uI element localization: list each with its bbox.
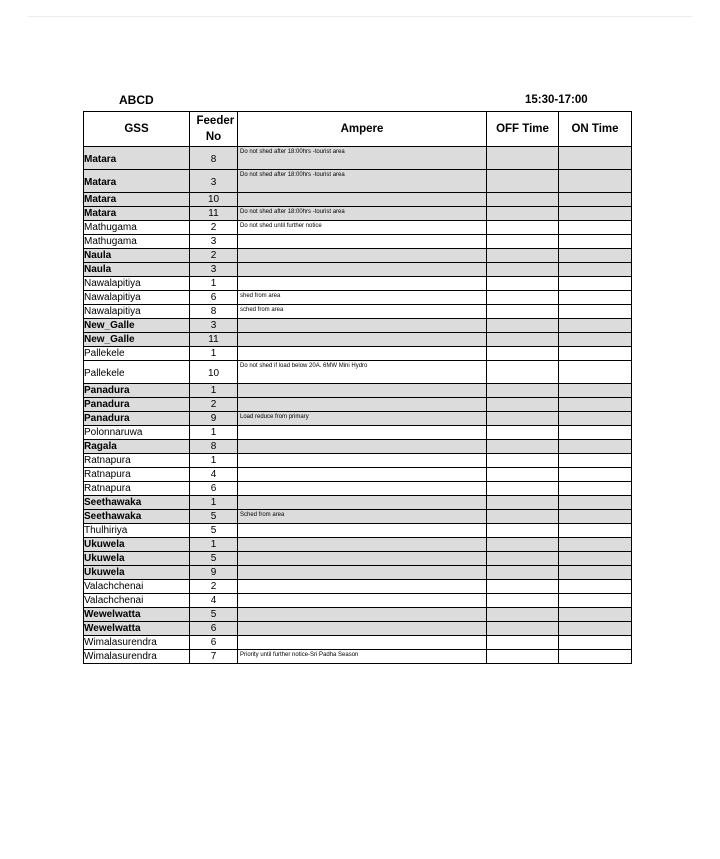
gss-cell: Matara	[84, 207, 190, 221]
table-row	[84, 454, 632, 468]
feeder-no-cell: 11	[190, 207, 238, 221]
gss-cell: Wewelwatta	[84, 622, 190, 636]
ampere-cell	[238, 594, 487, 608]
off-time-cell	[487, 510, 559, 524]
gss-cell: Wimalasurendra	[84, 650, 190, 664]
gss-cell: Pallekele	[84, 361, 190, 384]
on-time-cell	[559, 347, 632, 361]
gss-cell: Valachchenai	[84, 580, 190, 594]
header-on-time: ON Time	[559, 112, 632, 147]
off-time-cell	[487, 622, 559, 636]
gss-cell: Nawalapitiya	[84, 305, 190, 319]
table-row	[84, 552, 632, 566]
ampere-cell	[238, 384, 487, 398]
on-time-cell	[559, 263, 632, 277]
ampere-cell	[238, 496, 487, 510]
on-time-cell	[559, 426, 632, 440]
ampere-cell	[238, 482, 487, 496]
feeder-no-cell: 6	[190, 291, 238, 305]
off-time-cell	[487, 580, 559, 594]
off-time-cell	[487, 426, 559, 440]
feeder-no-cell: 6	[190, 482, 238, 496]
off-time-cell	[487, 566, 559, 580]
ampere-cell	[238, 524, 487, 538]
gss-cell: Mathugama	[84, 221, 190, 235]
ampere-cell	[238, 580, 487, 594]
table-row	[84, 170, 632, 193]
on-time-cell	[559, 170, 632, 193]
off-time-cell	[487, 608, 559, 622]
off-time-cell	[487, 482, 559, 496]
table-row	[84, 384, 632, 398]
gss-cell: Ratnapura	[84, 454, 190, 468]
table-row	[84, 482, 632, 496]
ampere-cell	[238, 412, 487, 426]
gss-cell: Seethawaka	[84, 510, 190, 524]
table-row	[84, 412, 632, 426]
ampere-note: Do not shed after 18:00hrs -tourist area	[240, 209, 345, 215]
feeder-no-cell: 1	[190, 384, 238, 398]
on-time-cell	[559, 249, 632, 263]
on-time-cell	[559, 440, 632, 454]
table-row	[84, 319, 632, 333]
on-time-cell	[559, 333, 632, 347]
feeder-no-cell: 1	[190, 426, 238, 440]
off-time-cell	[487, 412, 559, 426]
on-time-cell	[559, 305, 632, 319]
off-time-cell	[487, 636, 559, 650]
ampere-cell	[238, 347, 487, 361]
ampere-cell	[238, 361, 487, 384]
gss-cell: Matara	[84, 193, 190, 207]
off-time-cell	[487, 384, 559, 398]
gss-cell: Ratnapura	[84, 468, 190, 482]
feeder-no-cell: 1	[190, 347, 238, 361]
gss-cell: Nawalapitiya	[84, 277, 190, 291]
ampere-cell	[238, 636, 487, 650]
ampere-cell	[238, 319, 487, 333]
feeder-no-cell: 2	[190, 398, 238, 412]
feeder-no-cell: 7	[190, 650, 238, 664]
ampere-cell	[238, 426, 487, 440]
off-time-cell	[487, 277, 559, 291]
ampere-cell	[238, 622, 487, 636]
off-time-cell	[487, 468, 559, 482]
header-gss: GSS	[84, 112, 190, 147]
ampere-note: Load reduce from primary	[240, 414, 309, 420]
off-time-cell	[487, 552, 559, 566]
header-ampere: Ampere	[238, 112, 487, 147]
gss-cell: Valachchenai	[84, 594, 190, 608]
off-time-cell	[487, 249, 559, 263]
gss-cell: Pallekele	[84, 347, 190, 361]
ampere-cell	[238, 608, 487, 622]
table-row	[84, 333, 632, 347]
ampere-cell	[238, 277, 487, 291]
on-time-cell	[559, 482, 632, 496]
table-row	[84, 193, 632, 207]
feeder-no-cell: 3	[190, 263, 238, 277]
off-time-cell	[487, 333, 559, 347]
on-time-cell	[559, 221, 632, 235]
feeder-no-cell: 10	[190, 361, 238, 384]
off-time-cell	[487, 361, 559, 384]
gss-cell: Nawalapitiya	[84, 291, 190, 305]
load-shedding-table	[83, 111, 632, 664]
feeder-no-cell: 5	[190, 552, 238, 566]
on-time-cell	[559, 496, 632, 510]
ampere-cell	[238, 147, 487, 170]
gss-cell: Panadura	[84, 412, 190, 426]
ampere-cell	[238, 221, 487, 235]
feeder-no-cell: 3	[190, 170, 238, 193]
feeder-no-cell: 5	[190, 510, 238, 524]
feeder-no-cell: 1	[190, 454, 238, 468]
feeder-no-cell: 11	[190, 333, 238, 347]
off-time-cell	[487, 291, 559, 305]
ampere-note: Sched from area	[240, 512, 285, 518]
on-time-cell	[559, 552, 632, 566]
off-time-cell	[487, 650, 559, 664]
table-row	[84, 636, 632, 650]
ampere-cell	[238, 235, 487, 249]
feeder-no-cell: 8	[190, 305, 238, 319]
ampere-cell	[238, 249, 487, 263]
on-time-cell	[559, 361, 632, 384]
off-time-cell	[487, 594, 559, 608]
header-feeder-no	[190, 112, 238, 147]
on-time-cell	[559, 398, 632, 412]
ampere-cell	[238, 263, 487, 277]
ampere-cell	[238, 454, 487, 468]
gss-cell: Ukuwela	[84, 552, 190, 566]
feeder-no-cell: 1	[190, 538, 238, 552]
gss-cell: New_Galle	[84, 319, 190, 333]
off-time-cell	[487, 193, 559, 207]
ampere-cell	[238, 207, 487, 221]
off-time-cell	[487, 524, 559, 538]
on-time-cell	[559, 207, 632, 221]
table-header-row	[84, 112, 632, 147]
table-row	[84, 538, 632, 552]
feeder-no-cell: 2	[190, 221, 238, 235]
feeder-no-cell: 6	[190, 622, 238, 636]
header-off-time: OFF Time	[487, 112, 559, 147]
on-time-cell	[559, 454, 632, 468]
off-time-cell	[487, 347, 559, 361]
table-row	[84, 468, 632, 482]
off-time-cell	[487, 454, 559, 468]
feeder-no-cell: 1	[190, 277, 238, 291]
feeder-no-cell: 1	[190, 496, 238, 510]
on-time-cell	[559, 412, 632, 426]
ampere-cell	[238, 398, 487, 412]
table-row	[84, 305, 632, 319]
ampere-cell	[238, 170, 487, 193]
on-time-cell	[559, 277, 632, 291]
ampere-note: Do not shed until further notice	[240, 223, 322, 229]
on-time-cell	[559, 650, 632, 664]
on-time-cell	[559, 538, 632, 552]
ampere-cell	[238, 510, 487, 524]
table-row	[84, 608, 632, 622]
off-time-cell	[487, 147, 559, 170]
ampere-note: Do not shed after 18:00hrs -tourist area	[240, 172, 345, 178]
on-time-cell	[559, 524, 632, 538]
on-time-cell	[559, 510, 632, 524]
feeder-no-cell: 3	[190, 235, 238, 249]
table-row	[84, 622, 632, 636]
table-row	[84, 207, 632, 221]
feeder-no-cell: 10	[190, 193, 238, 207]
on-time-cell	[559, 580, 632, 594]
sheet-title: ABCD	[119, 93, 154, 107]
ampere-cell	[238, 333, 487, 347]
on-time-cell	[559, 235, 632, 249]
feeder-no-cell: 2	[190, 580, 238, 594]
on-time-cell	[559, 566, 632, 580]
ampere-cell	[238, 305, 487, 319]
on-time-cell	[559, 608, 632, 622]
off-time-cell	[487, 496, 559, 510]
feeder-no-cell: 2	[190, 249, 238, 263]
table-row	[84, 496, 632, 510]
table-row	[84, 147, 632, 170]
on-time-cell	[559, 594, 632, 608]
table-row	[84, 594, 632, 608]
table-row	[84, 580, 632, 594]
feeder-no-cell: 6	[190, 636, 238, 650]
off-time-cell	[487, 440, 559, 454]
off-time-cell	[487, 207, 559, 221]
gss-cell: Seethawaka	[84, 496, 190, 510]
gss-cell: Wimalasurendra	[84, 636, 190, 650]
on-time-cell	[559, 291, 632, 305]
table-row	[84, 650, 632, 664]
feeder-no-cell: 4	[190, 468, 238, 482]
on-time-cell	[559, 147, 632, 170]
on-time-cell	[559, 193, 632, 207]
gss-cell: Mathugama	[84, 235, 190, 249]
gss-cell: Panadura	[84, 398, 190, 412]
gss-cell: Matara	[84, 147, 190, 170]
ampere-cell	[238, 566, 487, 580]
table-row	[84, 291, 632, 305]
table-row	[84, 361, 632, 384]
gss-cell: Polonnaruwa	[84, 426, 190, 440]
gss-cell: Naula	[84, 249, 190, 263]
table-row	[84, 235, 632, 249]
gss-cell: Thulhiriya	[84, 524, 190, 538]
page-top-rule	[28, 16, 692, 17]
off-time-cell	[487, 319, 559, 333]
ampere-cell	[238, 291, 487, 305]
table-row	[84, 249, 632, 263]
table-row	[84, 426, 632, 440]
table-row	[84, 566, 632, 580]
gss-cell: Naula	[84, 263, 190, 277]
gss-cell: Wewelwatta	[84, 608, 190, 622]
on-time-cell	[559, 384, 632, 398]
off-time-cell	[487, 398, 559, 412]
table-row	[84, 347, 632, 361]
feeder-no-cell: 9	[190, 412, 238, 426]
off-time-cell	[487, 305, 559, 319]
table-row	[84, 524, 632, 538]
feeder-no-cell: 5	[190, 608, 238, 622]
ampere-note: Priority until further notice-Sri Padha Season	[240, 652, 359, 658]
ampere-cell	[238, 193, 487, 207]
gss-cell: Ukuwela	[84, 538, 190, 552]
table-row	[84, 510, 632, 524]
ampere-cell	[238, 650, 487, 664]
table-row	[84, 221, 632, 235]
ampere-cell	[238, 552, 487, 566]
header-feeder-no-label: Feeder No	[196, 115, 235, 143]
table-row	[84, 277, 632, 291]
gss-cell: Panadura	[84, 384, 190, 398]
ampere-cell	[238, 538, 487, 552]
table-row	[84, 263, 632, 277]
table-row	[84, 398, 632, 412]
on-time-cell	[559, 319, 632, 333]
table-row	[84, 440, 632, 454]
off-time-cell	[487, 221, 559, 235]
ampere-note: Do not shed after 18:00hrs -tourist area	[240, 149, 345, 155]
ampere-note: shed from area	[240, 293, 281, 299]
ampere-note: Do not shed if load below 20A. 6MW Mini Hydro	[240, 363, 368, 369]
off-time-cell	[487, 235, 559, 249]
ampere-cell	[238, 440, 487, 454]
gss-cell: Ragala	[84, 440, 190, 454]
gss-cell: Ukuwela	[84, 566, 190, 580]
off-time-cell	[487, 538, 559, 552]
on-time-cell	[559, 468, 632, 482]
gss-cell: New_Galle	[84, 333, 190, 347]
gss-cell: Matara	[84, 170, 190, 193]
feeder-no-cell: 5	[190, 524, 238, 538]
feeder-no-cell: 3	[190, 319, 238, 333]
feeder-no-cell: 9	[190, 566, 238, 580]
feeder-no-cell: 4	[190, 594, 238, 608]
off-time-cell	[487, 263, 559, 277]
on-time-cell	[559, 622, 632, 636]
time-range: 15:30-17:00	[525, 94, 588, 106]
on-time-cell	[559, 636, 632, 650]
gss-cell: Ratnapura	[84, 482, 190, 496]
feeder-no-cell: 8	[190, 147, 238, 170]
ampere-note: sched from area	[240, 307, 284, 313]
feeder-no-cell: 8	[190, 440, 238, 454]
ampere-cell	[238, 468, 487, 482]
off-time-cell	[487, 170, 559, 193]
